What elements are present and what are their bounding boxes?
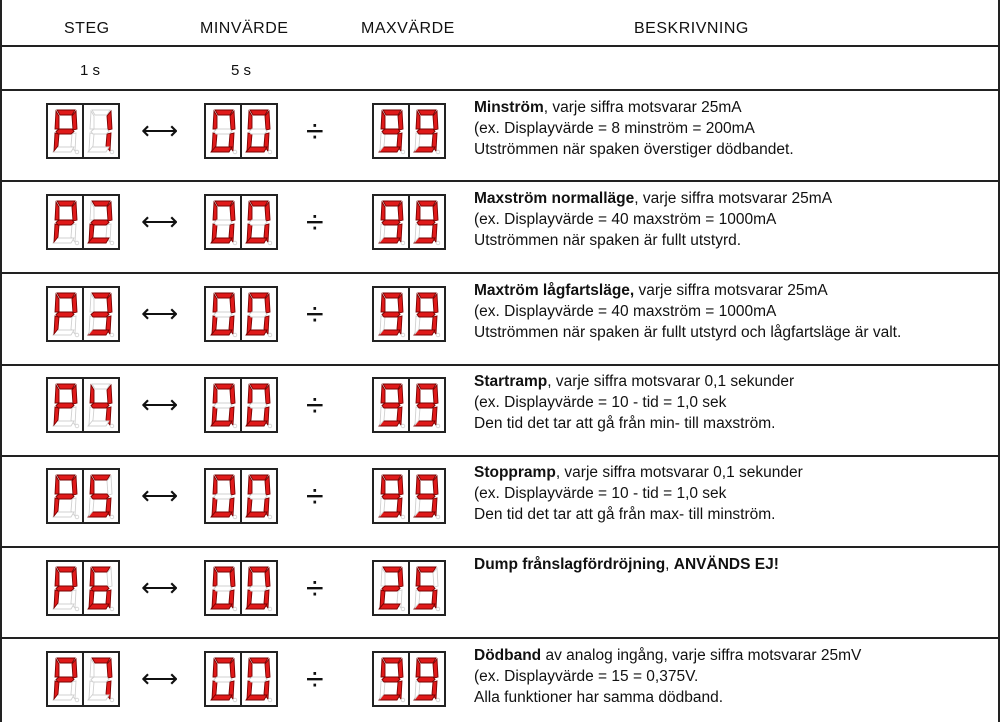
- parameter-title: Minström: [474, 99, 544, 116]
- step-display-cell: [46, 560, 120, 621]
- parameter-description: [474, 371, 1000, 434]
- step-display: [46, 377, 120, 433]
- segment-a: [215, 201, 233, 206]
- segment-g: [214, 312, 232, 317]
- decimal-point: [110, 698, 114, 702]
- step-display-cell: [46, 286, 120, 347]
- max-display: [372, 286, 446, 342]
- segment-g: [249, 403, 267, 408]
- segment-a: [418, 293, 436, 298]
- decimal-point: [268, 424, 272, 428]
- description-detail: Den tid det tar att gå från max- till minström.: [474, 506, 776, 523]
- decimal-point: [401, 698, 405, 702]
- segment-g: [249, 494, 267, 499]
- decimal-point: [436, 150, 440, 154]
- step-display: [46, 286, 120, 342]
- decimal-point: [436, 424, 440, 428]
- parameter-description: [474, 462, 1000, 525]
- segment-g: [249, 677, 267, 682]
- segment-g: [417, 312, 435, 317]
- decimal-point: [75, 607, 79, 611]
- parameter-description: [474, 554, 1000, 575]
- parameter-title-rest: , varje siffra motsvarar 0,1 sekunder: [555, 464, 803, 481]
- header-divider: [0, 45, 1000, 47]
- header-max: MAXVÄRDE: [361, 20, 455, 37]
- segment-a: [383, 658, 401, 663]
- description-line-1: [474, 554, 1000, 575]
- description-detail: Den tid det tar att gå från min- till maxström.: [474, 415, 776, 432]
- segment-g: [91, 129, 109, 134]
- segment-a: [383, 567, 401, 572]
- parameter-title-rest: av analog ingång, varje siffra motsvarar 25mV: [541, 647, 862, 664]
- max-display: [372, 194, 446, 250]
- segment-a: [250, 567, 268, 572]
- segment-g: [417, 586, 435, 591]
- decimal-point: [233, 150, 237, 154]
- min-display: [204, 651, 278, 707]
- row-divider: [0, 546, 1000, 548]
- segment-g: [56, 403, 74, 408]
- segment-g: [214, 220, 232, 225]
- segment-g: [91, 312, 109, 317]
- segment-g: [382, 220, 400, 225]
- segment-g: [417, 220, 435, 225]
- segment-g: [382, 403, 400, 408]
- segment-a: [92, 475, 110, 480]
- segment-g: [91, 220, 109, 225]
- decimal-point: [401, 333, 405, 337]
- segment-a: [215, 110, 233, 115]
- decimal-point: [75, 424, 79, 428]
- parameter-title: Stoppramp: [474, 464, 556, 481]
- double-arrow-icon: ⟷: [141, 206, 179, 236]
- range-divide-icon: ÷: [306, 570, 324, 606]
- parameter-title-rest: varje siffra motsvarar 25mA: [634, 282, 828, 299]
- segment-g: [249, 312, 267, 317]
- segment-a: [418, 110, 436, 115]
- double-arrow-icon: ⟷: [141, 298, 179, 328]
- parameter-description: [474, 645, 1000, 708]
- segment-a: [215, 658, 233, 663]
- segment-g: [249, 129, 267, 134]
- min-display-cell: [204, 651, 278, 712]
- description-example: (ex. Displayvärde = 40 maxström = 1000mA: [474, 211, 777, 228]
- max-display-cell: [372, 377, 446, 438]
- segment-g: [91, 677, 109, 682]
- decimal-point: [110, 241, 114, 245]
- segment-g: [91, 494, 109, 499]
- decimal-point: [233, 607, 237, 611]
- segment-g: [56, 494, 74, 499]
- min-display-cell: [204, 560, 278, 621]
- segment-a: [215, 475, 233, 480]
- decimal-point: [401, 150, 405, 154]
- max-display: [372, 468, 446, 524]
- decimal-point: [233, 333, 237, 337]
- step-display-cell: [46, 651, 120, 712]
- min-display: [204, 103, 278, 159]
- segment-a: [250, 475, 268, 480]
- segment-a: [215, 384, 233, 389]
- segment-g: [382, 312, 400, 317]
- parameter-title-rest: , varje siffra motsvarar 0,1 sekunder: [547, 373, 795, 390]
- header-min: MINVÄRDE: [200, 20, 289, 37]
- parameter-title-rest: , varje siffra motsvarar 25mA: [543, 99, 742, 116]
- decimal-point: [436, 607, 440, 611]
- description-line-1: [474, 97, 1000, 118]
- decimal-point: [110, 515, 114, 519]
- step-display-cell: [46, 103, 120, 164]
- double-arrow-icon: ⟷: [141, 480, 179, 510]
- description-detail: Utströmmen när spaken är fullt utstyrd och lågfartsläge är valt.: [474, 324, 902, 341]
- decimal-point: [401, 607, 405, 611]
- segment-g: [417, 129, 435, 134]
- segment-a: [418, 475, 436, 480]
- decimal-point: [268, 698, 272, 702]
- min-display: [204, 560, 278, 616]
- segment-g: [214, 129, 232, 134]
- segment-g: [56, 677, 74, 682]
- description-detail: Utströmmen när spaken är fullt utstyrd.: [474, 232, 742, 249]
- decimal-point: [110, 607, 114, 611]
- step-display: [46, 560, 120, 616]
- segment-a: [57, 567, 75, 572]
- double-arrow-icon: ⟷: [141, 115, 179, 145]
- max-display: [372, 377, 446, 433]
- description-example: (ex. Displayvärde = 40 maxström = 1000mA: [474, 303, 777, 320]
- segment-a: [57, 293, 75, 298]
- segment-a: [57, 384, 75, 389]
- decimal-point: [436, 515, 440, 519]
- segment-g: [382, 129, 400, 134]
- segment-a: [215, 293, 233, 298]
- row-divider: [0, 637, 1000, 639]
- segment-g: [56, 586, 74, 591]
- row-divider: [0, 89, 1000, 91]
- description-line-1: [474, 280, 1000, 301]
- decimal-point: [268, 241, 272, 245]
- double-arrow-icon: ⟷: [141, 572, 179, 602]
- decimal-point: [75, 150, 79, 154]
- segment-g: [382, 677, 400, 682]
- step-display: [46, 468, 120, 524]
- parameter-title: Maxtröm lågfartsläge,: [474, 282, 635, 299]
- description-line-1: [474, 462, 1000, 483]
- decimal-point: [268, 150, 272, 154]
- min-display: [204, 286, 278, 342]
- parameter-description: [474, 188, 1000, 251]
- decimal-point: [233, 424, 237, 428]
- parameter-title-rest: , varje siffra motsvarar 25mA: [634, 190, 833, 207]
- parameter-title: Startramp: [474, 373, 548, 390]
- segment-a: [383, 475, 401, 480]
- double-arrow-icon: ⟷: [141, 389, 179, 419]
- step-display: [46, 103, 120, 159]
- min-display-cell: [204, 286, 278, 347]
- segment-a: [383, 201, 401, 206]
- max-display-cell: [372, 194, 446, 255]
- range-divide-icon: ÷: [306, 387, 324, 423]
- row-divider: [0, 272, 1000, 274]
- min-display-cell: [204, 103, 278, 164]
- segment-a: [250, 384, 268, 389]
- segment-a: [418, 658, 436, 663]
- segment-a: [383, 110, 401, 115]
- segment-g: [214, 586, 232, 591]
- segment-g: [417, 494, 435, 499]
- decimal-point: [268, 333, 272, 337]
- range-divide-icon: ÷: [306, 113, 324, 149]
- step-display: [46, 651, 120, 707]
- range-divide-icon: ÷: [306, 478, 324, 514]
- description-line-1: [474, 645, 1000, 666]
- decimal-point: [110, 424, 114, 428]
- segment-a: [92, 567, 110, 572]
- decimal-point: [110, 333, 114, 337]
- segment-g: [382, 586, 400, 591]
- max-display: [372, 651, 446, 707]
- description-example: (ex. Displayvärde = 10 - tid = 1,0 sek: [474, 394, 727, 411]
- parameter-description: [474, 280, 1000, 343]
- decimal-point: [436, 698, 440, 702]
- decimal-point: [233, 515, 237, 519]
- parameter-title: Dödband: [474, 647, 542, 664]
- segment-a: [383, 293, 401, 298]
- table-border-left: [0, 0, 2, 722]
- min-display-cell: [204, 468, 278, 529]
- segment-g: [214, 403, 232, 408]
- decimal-point: [75, 333, 79, 337]
- segment-a: [92, 110, 110, 115]
- max-display: [372, 103, 446, 159]
- step-display-cell: [46, 468, 120, 529]
- description-detail: Alla funktioner har samma dödband.: [474, 689, 724, 706]
- step-display: [46, 194, 120, 250]
- row-divider: [0, 364, 1000, 366]
- description-example: (ex. Displayvärde = 15 = 0,375V.: [474, 668, 699, 685]
- decimal-point: [401, 515, 405, 519]
- parameter-title: Dump frånslagfördröjning: [474, 556, 666, 573]
- min-display: [204, 194, 278, 250]
- decimal-point: [75, 698, 79, 702]
- step-timing: 1 s: [80, 62, 101, 79]
- segment-g: [91, 586, 109, 591]
- max-display-cell: [372, 468, 446, 529]
- segment-a: [383, 384, 401, 389]
- step-display-cell: [46, 194, 120, 255]
- max-display-cell: [372, 286, 446, 347]
- segment-a: [418, 384, 436, 389]
- double-arrow-icon: ⟷: [141, 663, 179, 693]
- decimal-point: [268, 515, 272, 519]
- segment-g: [249, 586, 267, 591]
- max-display: [372, 560, 446, 616]
- segment-g: [56, 312, 74, 317]
- segment-g: [417, 403, 435, 408]
- segment-a: [92, 384, 110, 389]
- decimal-point: [268, 607, 272, 611]
- decimal-point: [436, 333, 440, 337]
- segment-a: [250, 201, 268, 206]
- segment-g: [56, 129, 74, 134]
- segment-a: [250, 658, 268, 663]
- segment-g: [214, 677, 232, 682]
- min-display-cell: [204, 377, 278, 438]
- row-divider: [0, 180, 1000, 182]
- min-display: [204, 468, 278, 524]
- max-display-cell: [372, 560, 446, 621]
- min-display: [204, 377, 278, 433]
- min-display-cell: [204, 194, 278, 255]
- decimal-point: [401, 241, 405, 245]
- segment-a: [250, 110, 268, 115]
- header-step: STEG: [64, 20, 110, 37]
- step-display-cell: [46, 377, 120, 438]
- decimal-point: [75, 515, 79, 519]
- description-example: (ex. Displayvärde = 8 minström = 200mA: [474, 120, 755, 137]
- segment-a: [250, 293, 268, 298]
- decimal-point: [233, 698, 237, 702]
- description-line-1: [474, 188, 1000, 209]
- decimal-point: [436, 241, 440, 245]
- segment-a: [92, 658, 110, 663]
- segment-a: [418, 201, 436, 206]
- segment-a: [92, 201, 110, 206]
- segment-a: [215, 567, 233, 572]
- max-display-cell: [372, 103, 446, 164]
- segment-g: [214, 494, 232, 499]
- range-divide-icon: ÷: [306, 204, 324, 240]
- segment-a: [418, 567, 436, 572]
- decimal-point: [75, 241, 79, 245]
- segment-a: [57, 475, 75, 480]
- segment-g: [56, 220, 74, 225]
- header-description: BESKRIVNING: [634, 20, 749, 37]
- min-timing: 5 s: [231, 62, 252, 79]
- range-divide-icon: ÷: [306, 296, 324, 332]
- segment-g: [249, 220, 267, 225]
- segment-a: [57, 658, 75, 663]
- segment-a: [57, 110, 75, 115]
- segment-g: [91, 403, 109, 408]
- segment-a: [57, 201, 75, 206]
- decimal-point: [110, 150, 114, 154]
- parameter-description: [474, 97, 1000, 160]
- parameter-title: Maxström normalläge: [474, 190, 635, 207]
- description-example: (ex. Displayvärde = 10 - tid = 1,0 sek: [474, 485, 727, 502]
- max-display-cell: [372, 651, 446, 712]
- decimal-point: [401, 424, 405, 428]
- decimal-point: [233, 241, 237, 245]
- segment-g: [382, 494, 400, 499]
- segment-g: [417, 677, 435, 682]
- description-detail: Utströmmen när spaken överstiger dödbandet.: [474, 141, 794, 158]
- description-line-1: [474, 371, 1000, 392]
- range-divide-icon: ÷: [306, 661, 324, 697]
- row-divider: [0, 455, 1000, 457]
- parameter-note: ANVÄNDS EJ!: [673, 556, 779, 573]
- parameter-title-rest: ,: [665, 556, 674, 573]
- segment-a: [92, 293, 110, 298]
